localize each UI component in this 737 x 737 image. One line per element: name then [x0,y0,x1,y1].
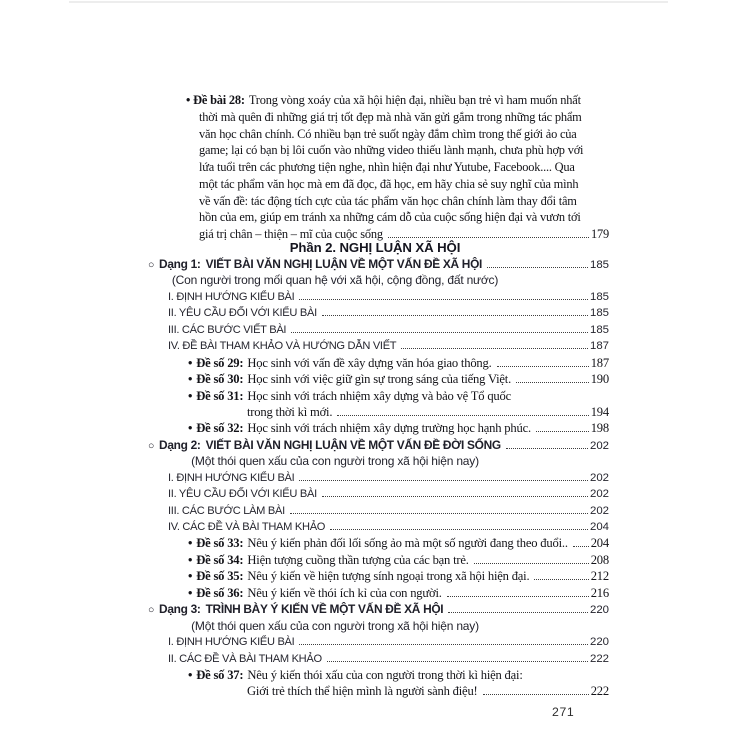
intro-line: văn học chân chính. Có nhiều bạn trẻ suốt ngày đắm chìm trong thế giới ảo của [199,126,577,141]
dot-leader [290,513,588,514]
toc-entry-roman [0,470,609,486]
page-ref: 202 [589,504,609,517]
page-top-edge [69,1,668,3]
toc-entry-de-35 [0,568,609,584]
toc-entry-roman [0,503,609,519]
dot-bullet-icon: • [188,536,193,551]
dot-leader [483,694,589,695]
dot-leader [487,267,588,268]
dot-bullet-icon: • [188,585,193,600]
page-ref: 198 [590,421,609,436]
toc-entry-de-31 [0,388,609,404]
dot-leader [299,480,588,481]
entry-label: Đề số 33: [196,536,244,551]
toc-entry-roman [0,486,609,502]
page-ref: 202 [589,471,609,484]
page-ref: 187 [590,355,609,370]
entry-label: Dạng 3: [159,602,201,617]
dot-leader [447,596,589,597]
dot-leader [474,563,589,564]
entry-label: Đề số 32: [196,421,244,436]
page-ref: 204 [589,521,609,533]
dot-leader [299,644,588,645]
toc-entry-roman [0,289,609,305]
intro-line: game; lại có bạn bị lôi cuốn vào những video thiếu lành mạnh, chưa phù hợp với [199,143,584,158]
toc-note: (Con người trong mối quan hệ với xã hội, cộng đồng, đất nước) [171,273,499,288]
intro-line: hồn của em, giúp em tránh xa những cám dỗ của cuộc sống hiện đại và vươn tới [199,210,581,225]
toc-entry-de-37-cont [0,683,609,699]
dot-leader [299,299,588,300]
entry-label: Đề số 31: [196,388,244,403]
toc-entry-dang-3 [0,601,609,617]
table-of-contents [0,256,609,700]
toc-entry-roman [0,338,609,354]
toc-entry-roman [0,519,609,535]
intro-line: thời mà quên đi những giá trị tốt đẹp mà nhà văn gửi gắm trong những tác phẩm [199,109,582,124]
section-heading: Phần 2. NGHỊ LUẬN XÃ HỘI [289,240,461,255]
dot-bullet-icon: • [188,552,193,567]
dot-bullet-icon: • [186,93,191,107]
toc-note: (Một thói quen xấu của con người trong xã hội hiện nay) [191,618,479,633]
entry-title: Học sinh với vấn đề xây dựng văn hóa giao thông. [247,355,492,370]
toc-entry-de-30 [0,371,609,387]
entry-title: IV. ĐỀ BÀI THAM KHẢO VÀ HƯỚNG DẪN VIẾT [168,340,397,353]
intro-paragraph [186,92,609,243]
dot-bullet-icon: • [188,667,193,682]
dot-bullet-icon: • [188,372,193,387]
toc-entry-de-33 [0,535,609,551]
entry-title: I. ĐỊNH HƯỚNG KIỂU BÀI [168,636,295,649]
page-ref: 204 [590,536,609,551]
entry-title: II. CÁC ĐỀ VÀ BÀI THAM KHẢO [168,652,322,665]
entry-title: VIẾT BÀI VĂN NGHỊ LUẬN VỀ MỘT VẤN ĐỀ ĐỜI SỐNG [205,437,501,452]
page-ref: 185 [589,290,609,303]
entry-label: Đề số 30: [196,372,244,387]
dot-bullet-icon: • [188,355,193,370]
dot-leader [506,448,588,449]
toc-entry-roman [0,634,609,650]
entry-label: Đề số 34: [196,552,244,567]
entry-title: IV. CÁC ĐỀ VÀ BÀI THAM KHẢO [168,521,326,533]
page-ref: 222 [590,684,609,699]
page-ref: 185 [589,323,609,336]
circle-bullet-icon: ○ [148,439,155,452]
page-ref: 190 [590,372,609,387]
toc-entry-de-29 [0,355,609,371]
intro-line: về vấn đề: tác động tích cực của tác phẩm văn học chân chính làm thay đổi tâm [199,193,577,208]
dot-leader [516,382,589,383]
intro-text: Trong vòng xoáy của xã hội hiện đại, nhiều bạn trẻ vì ham muốn nhất [248,93,581,107]
toc-entry-roman [0,305,609,321]
toc-entry-de-31-cont [0,404,609,420]
entry-title: VIẾT BÀI VĂN NGHỊ LUẬN VỀ MỘT VẤN ĐỀ XÃ HỘI [205,257,483,271]
dot-bullet-icon: • [188,569,193,584]
entry-title: Học sinh với trách nhiệm xây dựng và bảo vệ Tổ quốc [247,388,512,403]
page-ref: 208 [590,552,609,567]
page-ref: 216 [590,585,609,600]
entry-label: Đề số 29: [196,355,244,370]
entry-label: Dạng 2: [159,437,201,452]
entry-title: Nêu ý kiến về thói ích kỉ của con người. [247,585,442,600]
dot-leader [330,529,588,530]
intro-line [186,92,609,109]
dot-leader [322,315,588,316]
entry-label: Đề số 37: [196,667,244,682]
page-ref: 202 [589,439,609,452]
entry-title: Nêu ý kiến phản đối lối sống ảo mà một số người đang theo đuổi.. [247,536,568,551]
page-ref: 179 [591,227,609,241]
dot-leader [327,661,588,662]
entry-title: III. CÁC BƯỚC VIẾT BÀI [168,323,287,336]
entry-title: Nêu ý kiến thói xấu của con người trong thời kì hiện đại: [247,667,523,682]
intro-line: lứa tuổi trên các phương tiện nghe, nhìn hiện đại như Yutube, Facebook.... Qua [199,160,575,174]
dot-leader [337,415,588,416]
toc-entry-dang-2 [0,437,609,453]
toc-entry-de-36 [0,585,609,601]
intro-label: Đề bài 28: [193,93,245,107]
dot-bullet-icon: • [188,388,193,403]
page-ref: 220 [589,604,609,617]
entry-title: Học sinh với trách nhiệm xây dựng trường học hạnh phúc. [247,421,531,436]
page-ref: 187 [589,340,609,353]
dot-leader [291,332,588,333]
entry-title: trong thời kì mới. [247,404,333,419]
entry-title: I. ĐỊNH HƯỚNG KIỂU BÀI [168,471,295,484]
dot-leader [388,237,589,238]
entry-title: II. YÊU CẦU ĐỐI VỚI KIỂU BÀI [168,307,317,320]
entry-title: Giới trẻ thích thể hiện mình là người sành điệu! [247,684,478,699]
dot-leader [322,496,588,497]
entry-title: Hiện tượng cuồng thần tượng của các bạn trẻ. [247,552,469,567]
circle-bullet-icon: ○ [148,259,155,271]
entry-title: Nêu ý kiến về hiện tượng sính ngoại trong xã hội hiện đại. [247,569,530,584]
page-ref: 220 [589,636,609,649]
dot-leader [536,431,589,432]
page-ref: 222 [589,652,609,665]
dot-leader [448,612,588,613]
dot-bullet-icon: • [188,421,193,436]
toc-note: (Một thói quen xấu của con người trong xã hội hiện nay) [191,454,479,469]
entry-label: Đề số 36: [196,585,244,600]
page-ref: 212 [590,569,609,584]
entry-title: I. ĐỊNH HƯỚNG KIỂU BÀI [168,290,295,303]
intro-text: giá trị chân – thiện – mĩ của cuộc sống [199,227,383,241]
toc-entry-roman [0,651,609,667]
dot-leader [534,579,588,580]
dot-leader [573,546,589,547]
entry-title: Học sinh với việc giữ gìn sự trong sáng của tiếng Việt. [247,372,512,387]
toc-entry-de-37 [0,667,609,683]
toc-entry-de-32 [0,420,609,436]
page-ref: 185 [589,259,609,271]
circle-bullet-icon: ○ [148,604,155,617]
page-number: 271 [552,705,575,719]
page-ref: 185 [589,307,609,320]
entry-label: Dạng 1: [159,257,201,271]
entry-title: III. CÁC BƯỚC LÀM BÀI [168,504,285,517]
toc-entry-de-34 [0,552,609,568]
intro-line: một tác phẩm văn học mà em đã đọc, đã học, em hãy chia sẻ suy nghĩ của mình [199,176,579,191]
page-ref: 202 [589,488,609,501]
entry-title: II. YÊU CẦU ĐỐI VỚI KIỂU BÀI [168,488,317,501]
toc-entry-dang-1 [0,256,609,272]
dot-leader [497,366,589,367]
page-ref: 194 [590,404,609,419]
entry-title: TRÌNH BÀY Ý KIẾN VỀ MỘT VẤN ĐỀ XÃ HỘI [205,602,444,617]
toc-entry-roman [0,322,609,338]
entry-label: Đề số 35: [196,569,244,584]
dot-leader [401,348,588,349]
